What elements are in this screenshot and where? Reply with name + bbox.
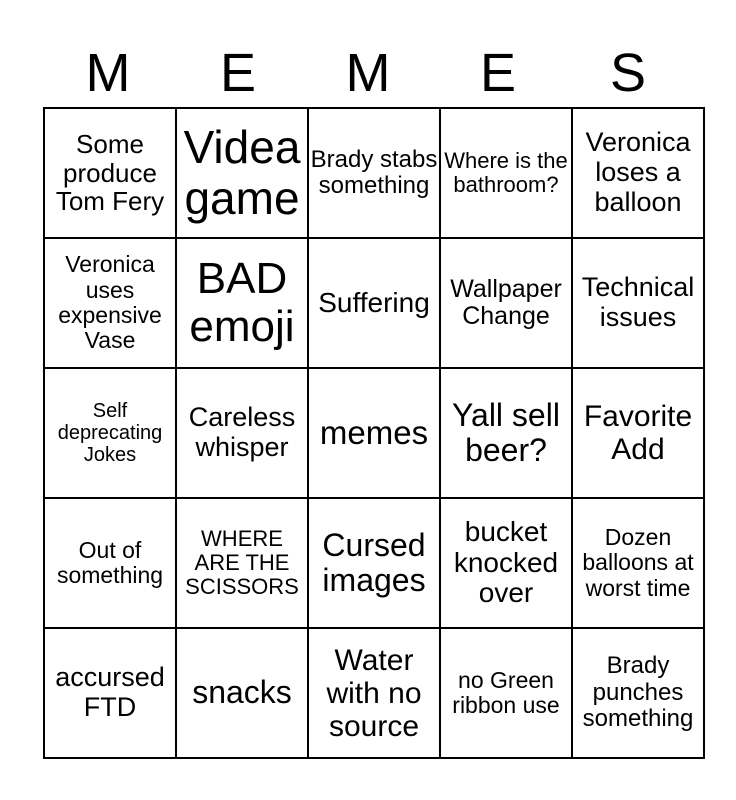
bingo-cell: BAD emoji <box>176 238 308 368</box>
bingo-cell: Technical issues <box>572 238 704 368</box>
board-row <box>44 368 704 498</box>
bingo-cell: Yall sell beer? <box>440 368 572 498</box>
bingo-cell: Brady stabs something <box>308 108 440 238</box>
header-letter: E <box>479 43 517 103</box>
bingo-cell: memes <box>308 368 440 498</box>
header-letter: E <box>219 43 257 103</box>
bingo-cell: WHERE ARE THE SCISSORS <box>176 498 308 628</box>
header-letter: S <box>609 43 647 103</box>
bingo-cell: Some produce Tom Fery <box>44 108 176 238</box>
board-row <box>44 628 704 758</box>
bingo-cell: Cursed images <box>308 498 440 628</box>
bingo-cell: no Green ribbon use <box>440 628 572 758</box>
bingo-cell: Water with no source <box>308 628 440 758</box>
bingo-board <box>43 107 705 759</box>
bingo-cell: Wallpaper Change <box>440 238 572 368</box>
bingo-cell: snacks <box>176 628 308 758</box>
bingo-cell: accursed FTD <box>44 628 176 758</box>
header-letter: M <box>345 43 391 103</box>
board-row <box>44 108 704 238</box>
bingo-cell: Where is the bathroom? <box>440 108 572 238</box>
bingo-cell: Favorite Add <box>572 368 704 498</box>
bingo-cell: Brady punches something <box>572 628 704 758</box>
bingo-cell: Out of something <box>44 498 176 628</box>
bingo-cell: Suffering <box>308 238 440 368</box>
board-row <box>44 238 704 368</box>
bingo-cell: Careless whisper <box>176 368 308 498</box>
bingo-cell: Dozen balloons at worst time <box>572 498 704 628</box>
bingo-cell: Videa game <box>176 108 308 238</box>
bingo-header <box>43 40 693 106</box>
bingo-cell: Veronica loses a balloon <box>572 108 704 238</box>
board-row <box>44 498 704 628</box>
bingo-cell: Self deprecating Jokes <box>44 368 176 498</box>
header-letter: M <box>85 43 131 103</box>
bingo-cell: bucket knocked over <box>440 498 572 628</box>
bingo-cell: Veronica uses expensive Vase <box>44 238 176 368</box>
